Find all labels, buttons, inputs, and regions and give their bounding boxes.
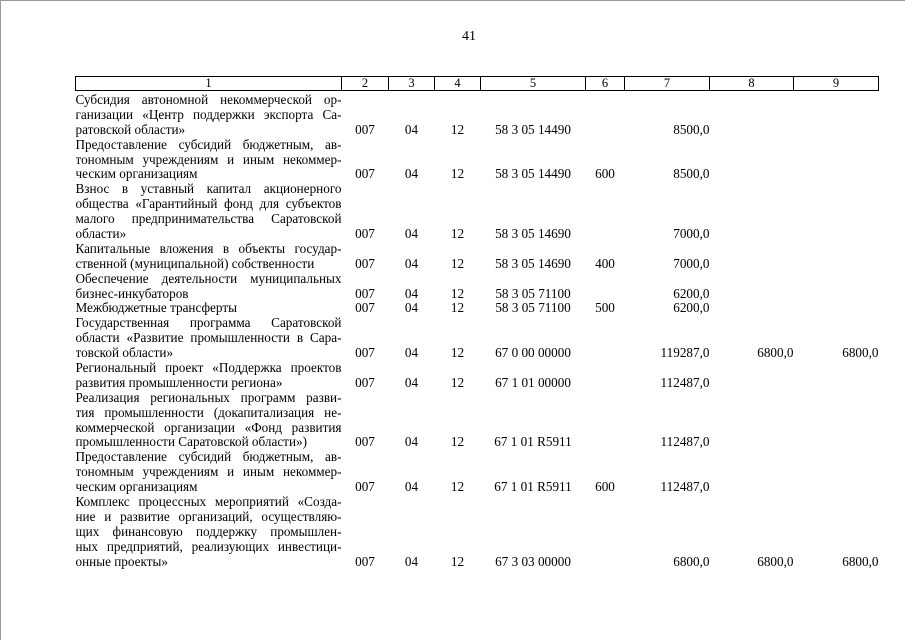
row-title-line: ратовской области»	[75, 122, 186, 137]
cell-target-code: 58 3 05 14490	[495, 167, 571, 182]
cell-section: 04	[404, 301, 419, 316]
row-title-line: онные проекты»	[75, 554, 168, 569]
table-row	[76, 391, 879, 451]
cell-section: 04	[404, 375, 419, 390]
column-header-4: 4	[435, 77, 481, 91]
cell-amount-year2	[710, 91, 794, 138]
table-row	[76, 91, 879, 138]
row-title-line: коммерческой организации «Фонд развития	[75, 420, 342, 435]
table-row	[76, 301, 879, 316]
cell-subsection: 12	[450, 256, 465, 271]
cell-amount-year2	[710, 391, 794, 451]
row-title-line: ных предприятий, реализующих инвестици-	[75, 539, 342, 554]
cell-expense-type	[586, 391, 625, 451]
column-header-1: 1	[76, 77, 342, 91]
cell-target-code: 58 3 05 14490	[495, 122, 571, 137]
cell-amount-year1: 112487,0	[660, 480, 710, 495]
cell-amount-year2	[710, 450, 794, 495]
cell-amount-year3	[794, 361, 879, 391]
cell-subsection: 12	[450, 480, 465, 495]
cell-grbs: 007	[355, 256, 375, 271]
cell-amount-year3	[794, 272, 879, 302]
cell-amount-year2	[710, 272, 794, 302]
cell-expense-type	[586, 495, 625, 569]
cell-amount-year1: 112487,0	[660, 435, 710, 450]
row-title-cell	[76, 91, 342, 138]
cell-expense-type: 500	[595, 301, 615, 316]
row-title-line: области «Развитие промышленности в Сара-	[75, 331, 342, 346]
cell-grbs: 007	[355, 122, 375, 137]
table-row	[76, 138, 879, 183]
cell-amount-year2	[710, 138, 794, 183]
row-title-cell	[76, 495, 342, 569]
cell-expense-type: 400	[595, 256, 615, 271]
cell-amount-year2: 6800,0	[757, 554, 794, 569]
cell-target-code: 67 1 01 R5911	[494, 480, 572, 495]
cell-amount-year2	[710, 242, 794, 272]
row-title-cell	[76, 316, 342, 361]
row-title-line: Предоставление субсидий бюджетным, ав-	[75, 450, 342, 465]
cell-grbs: 007	[355, 435, 375, 450]
row-title-line: бизнес-инкубаторов	[75, 286, 189, 301]
cell-target-code: 58 3 05 71100	[495, 286, 571, 301]
cell-section: 04	[404, 554, 419, 569]
cell-grbs: 007	[355, 167, 375, 182]
cell-amount-year3	[794, 391, 879, 451]
row-title-line: Капитальные вложения в объекты государ-	[75, 241, 342, 256]
row-title-cell	[76, 242, 342, 272]
row-title-cell	[76, 450, 342, 495]
cell-amount-year1: 6800,0	[673, 554, 710, 569]
column-header-3: 3	[389, 77, 435, 91]
column-header-9: 9	[794, 77, 879, 91]
cell-target-code: 67 0 00 00000	[495, 346, 571, 361]
cell-expense-type	[586, 272, 625, 302]
cell-section: 04	[404, 227, 419, 242]
cell-subsection: 12	[450, 346, 465, 361]
cell-amount-year3	[794, 242, 879, 272]
cell-amount-year3	[794, 91, 879, 138]
row-title-line: промышленности Саратовской области»)	[75, 435, 307, 450]
cell-amount-year3: 6800,0	[842, 554, 879, 569]
cell-grbs: 007	[355, 554, 375, 569]
cell-amount-year1: 6200,0	[673, 301, 710, 316]
row-title-line: Взнос в уставный капитал акционерного	[75, 182, 342, 197]
cell-amount-year3: 6800,0	[842, 346, 879, 361]
cell-subsection: 12	[450, 167, 465, 182]
budget-table	[75, 76, 879, 570]
row-title-line: ственной (муниципальной) собственности	[75, 256, 315, 271]
row-title-line: ганизации «Центр поддержки экспорта Са-	[75, 107, 342, 122]
cell-amount-year1: 8500,0	[673, 122, 710, 137]
table-row	[76, 182, 879, 242]
cell-section: 04	[404, 435, 419, 450]
cell-grbs: 007	[355, 480, 375, 495]
cell-subsection: 12	[450, 435, 465, 450]
cell-target-code: 58 3 05 14690	[495, 227, 571, 242]
cell-expense-type	[586, 361, 625, 391]
row-title-line: Региональный проект «Поддержка проектов	[75, 361, 342, 376]
cell-section: 04	[404, 286, 419, 301]
column-header-2: 2	[342, 77, 389, 91]
cell-target-code: 58 3 05 71100	[495, 301, 571, 316]
row-title-line: малого предпринимательства Саратовской	[75, 212, 342, 227]
cell-subsection: 12	[450, 227, 465, 242]
table-row	[76, 495, 879, 569]
cell-section: 04	[404, 346, 419, 361]
cell-section: 04	[404, 480, 419, 495]
row-title-line: области»	[75, 227, 127, 242]
table-row	[76, 242, 879, 272]
cell-amount-year3	[794, 301, 879, 316]
table-row	[76, 361, 879, 391]
cell-amount-year1: 112487,0	[660, 375, 710, 390]
cell-amount-year3	[794, 450, 879, 495]
row-title-line: Государственная программа Саратовской	[75, 316, 342, 331]
row-title-line: тономным учреждениям и иным некоммер-	[75, 465, 342, 480]
row-title-line: ческим организациям	[75, 480, 198, 495]
cell-amount-year2: 6800,0	[757, 346, 794, 361]
row-title-line: тономным учреждениям и иным некоммер-	[75, 152, 342, 167]
row-title-cell	[76, 138, 342, 183]
cell-grbs: 007	[355, 346, 375, 361]
cell-amount-year2	[710, 301, 794, 316]
cell-section: 04	[404, 167, 419, 182]
cell-subsection: 12	[450, 286, 465, 301]
row-title-cell	[76, 272, 342, 302]
cell-amount-year2	[710, 182, 794, 242]
row-title-line: Предоставление субсидий бюджетным, ав-	[75, 137, 342, 152]
column-header-5: 5	[481, 77, 586, 91]
cell-amount-year1: 7000,0	[673, 256, 710, 271]
row-title-line: Субсидия автономной некоммерческой ор-	[75, 93, 342, 107]
cell-subsection: 12	[450, 122, 465, 137]
cell-expense-type: 600	[595, 167, 615, 182]
row-title-line: общества «Гарантийный фонд для субъектов	[75, 197, 342, 212]
column-header-7: 7	[625, 77, 710, 91]
row-title-line: Межбюджетные трансферты	[75, 301, 237, 316]
cell-subsection: 12	[450, 375, 465, 390]
row-title-line: тия промышленности (докапитализация не-	[75, 405, 342, 420]
table-row	[76, 272, 879, 302]
cell-target-code: 67 1 01 00000	[495, 375, 571, 390]
cell-target-code: 67 1 01 R5911	[494, 435, 572, 450]
cell-expense-type	[586, 182, 625, 242]
cell-target-code: 67 3 03 00000	[495, 554, 571, 569]
cell-target-code: 58 3 05 14690	[495, 256, 571, 271]
row-title-line: Комплекс процессных мероприятий «Созда-	[75, 495, 342, 510]
row-title-line: щих финансовую поддержку промышлен-	[75, 524, 342, 539]
cell-subsection: 12	[450, 554, 465, 569]
table-row	[76, 316, 879, 361]
row-title-line: Реализация региональных программ разви-	[75, 390, 342, 405]
cell-expense-type: 600	[595, 480, 615, 495]
row-title-cell	[76, 182, 342, 242]
cell-section: 04	[404, 122, 419, 137]
table-row	[76, 450, 879, 495]
column-header-8: 8	[710, 77, 794, 91]
row-title-cell	[76, 391, 342, 451]
cell-section: 04	[404, 256, 419, 271]
column-header-6: 6	[586, 77, 625, 91]
cell-amount-year2	[710, 361, 794, 391]
row-title-line: Обеспечение деятельности муниципальных	[75, 271, 342, 286]
cell-grbs: 007	[355, 227, 375, 242]
table-header-row	[76, 77, 879, 91]
cell-expense-type	[586, 91, 625, 138]
cell-grbs: 007	[355, 301, 375, 316]
page-number: 41	[462, 29, 476, 44]
row-title-cell	[76, 301, 342, 316]
cell-amount-year1: 7000,0	[673, 227, 710, 242]
cell-amount-year1: 6200,0	[673, 286, 710, 301]
row-title-line: развития промышленности региона»	[75, 375, 283, 390]
cell-grbs: 007	[355, 286, 375, 301]
cell-amount-year1: 119287,0	[660, 346, 710, 361]
cell-amount-year3	[794, 138, 879, 183]
row-title-line: товской области»	[75, 346, 174, 361]
cell-expense-type	[586, 316, 625, 361]
cell-grbs: 007	[355, 375, 375, 390]
cell-amount-year3	[794, 182, 879, 242]
cell-subsection: 12	[450, 301, 465, 316]
cell-amount-year1: 8500,0	[673, 167, 710, 182]
row-title-cell	[76, 361, 342, 391]
row-title-line: ческим организациям	[75, 167, 198, 182]
row-title-line: ние и развитие организаций, осуществляю-	[75, 509, 342, 524]
